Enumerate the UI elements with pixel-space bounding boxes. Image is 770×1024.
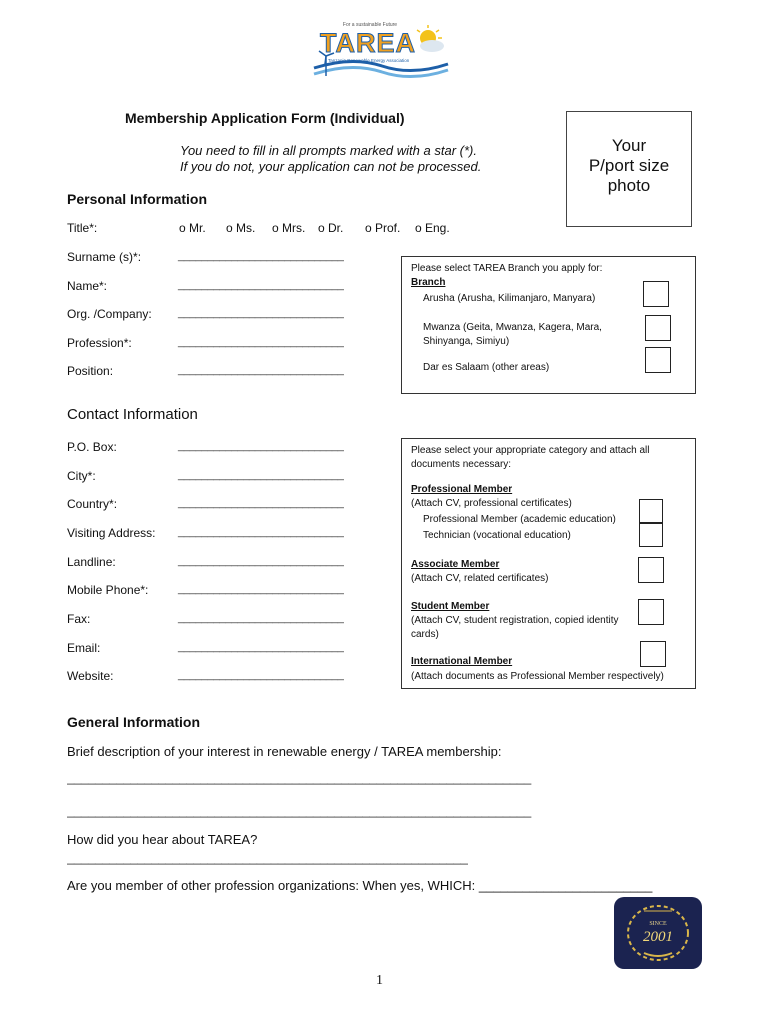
title-option-ms[interactable]: o Ms. — [226, 221, 256, 235]
badge-since: SINCE — [649, 921, 667, 927]
position-label: Position: — [67, 364, 114, 378]
professional-academic-label: Professional Member (academic education) — [423, 514, 616, 525]
email-field[interactable]: ____________________________ — [178, 641, 344, 653]
technician-checkbox[interactable] — [639, 523, 663, 547]
professional-member-heading: Professional Member — [411, 484, 513, 495]
position-field[interactable]: ____________________________ — [178, 364, 344, 376]
profession-field[interactable]: ____________________________ — [178, 336, 344, 348]
interest-answer-line-1[interactable]: __________________________________________________________________ — [67, 770, 531, 785]
student-member-note: (Attach CV, student registration, copied identity cards) — [411, 615, 619, 640]
instruction-note: You need to fill in all prompts marked with a star (*). If you do not, your application can not be processed. — [180, 143, 482, 174]
pobox-label: P.O. Box: — [67, 440, 117, 454]
landline-field[interactable]: ____________________________ — [178, 555, 344, 567]
title-option-mrs[interactable]: o Mrs. — [272, 221, 306, 235]
logo-tagline: For a sustainable Future — [342, 22, 398, 28]
category-intro: Please select your appropriate category and attach all documents necessary: — [411, 445, 650, 470]
name-field[interactable]: ____________________________ — [178, 279, 344, 291]
branch-mwanza-checkbox[interactable] — [645, 315, 671, 341]
branch-option-dar-label: Dar es Salaam (other areas) — [423, 362, 550, 373]
mobile-field[interactable]: ____________________________ — [178, 583, 344, 595]
since-2001-badge — [614, 897, 702, 969]
professional-academic-checkbox[interactable] — [639, 499, 663, 523]
international-member-checkbox[interactable] — [640, 641, 666, 667]
other-organizations-question[interactable]: Are you member of other profession organizations: When yes, WHICH: ________________________ — [67, 878, 653, 893]
surname-field[interactable]: ____________________________ — [178, 250, 344, 262]
student-member-heading: Student Member — [411, 601, 490, 612]
fax-label: Fax: — [67, 612, 91, 626]
hear-about-question: How did you hear about TAREA? — [67, 832, 258, 847]
branch-arusha-checkbox[interactable] — [643, 281, 669, 307]
title-option-eng[interactable]: o Eng. — [415, 221, 450, 235]
visiting-address-label: Visiting Address: — [67, 526, 156, 540]
branch-option-mwanza-label: Mwanza (Geita, Mwanza, Kagera, Mara, Shinyanga, Simiyu) — [423, 322, 602, 347]
title-label: Title*: — [67, 221, 98, 235]
badge-year: 2001 — [643, 929, 673, 945]
student-member-checkbox[interactable] — [638, 599, 664, 625]
city-field[interactable]: ____________________________ — [178, 469, 344, 481]
country-field[interactable]: ____________________________ — [178, 497, 344, 509]
profession-label: Profession*: — [67, 336, 132, 350]
title-option-mr[interactable]: o Mr. — [179, 221, 206, 235]
pobox-field[interactable]: ____________________________ — [178, 440, 344, 452]
surname-label: Surname (s)*: — [67, 250, 142, 264]
email-label: Email: — [67, 641, 101, 655]
logo-wordmark: TAREA — [320, 28, 416, 58]
page-number: 1 — [376, 973, 383, 988]
landline-label: Landline: — [67, 555, 116, 569]
branch-option-arusha-label: Arusha (Arusha, Kilimanjaro, Manyara) — [423, 293, 596, 304]
website-label: Website: — [67, 669, 114, 683]
hear-about-answer[interactable]: _________________________________________________________ — [67, 850, 468, 865]
general-info-heading: General Information — [67, 714, 201, 730]
logo-full-name: Tanzania Renewable Energy Association — [328, 58, 410, 63]
international-member-heading: International Member — [411, 656, 513, 667]
title-option-dr[interactable]: o Dr. — [318, 221, 344, 235]
branch-dar-checkbox[interactable] — [645, 347, 671, 373]
branch-heading: Branch — [411, 277, 446, 288]
professional-member-note: (Attach CV, professional certificates) — [411, 498, 572, 509]
country-label: Country*: — [67, 497, 118, 511]
branch-intro: Please select TAREA Branch you apply for: — [411, 263, 603, 274]
technician-label: Technician (vocational education) — [423, 530, 571, 541]
form-title: Membership Application Form (Individual) — [125, 110, 405, 126]
title-option-prof[interactable]: o Prof. — [365, 221, 401, 235]
associate-member-heading: Associate Member — [411, 559, 500, 570]
interest-question: Brief description of your interest in renewable energy / TAREA membership: — [67, 744, 502, 759]
international-member-note: (Attach documents as Professional Member respectively) — [411, 671, 664, 682]
name-label: Name*: — [67, 279, 108, 293]
interest-answer-line-2[interactable]: __________________________________________________________________ — [67, 803, 531, 818]
city-label: City*: — [67, 469, 96, 483]
photo-placeholder[interactable]: Your P/port size photo — [566, 111, 692, 227]
company-field[interactable]: ____________________________ — [178, 307, 344, 319]
associate-member-note: (Attach CV, related certificates) — [411, 573, 549, 584]
company-label: Org. /Company: — [67, 307, 152, 321]
personal-info-heading: Personal Information — [67, 191, 208, 207]
visiting-address-field[interactable]: ____________________________ — [178, 526, 344, 538]
website-field[interactable]: ____________________________ — [178, 669, 344, 681]
contact-info-heading: Contact Information — [67, 406, 198, 423]
mobile-label: Mobile Phone*: — [67, 583, 149, 597]
associate-member-checkbox[interactable] — [638, 557, 664, 583]
fax-field[interactable]: ____________________________ — [178, 612, 344, 624]
